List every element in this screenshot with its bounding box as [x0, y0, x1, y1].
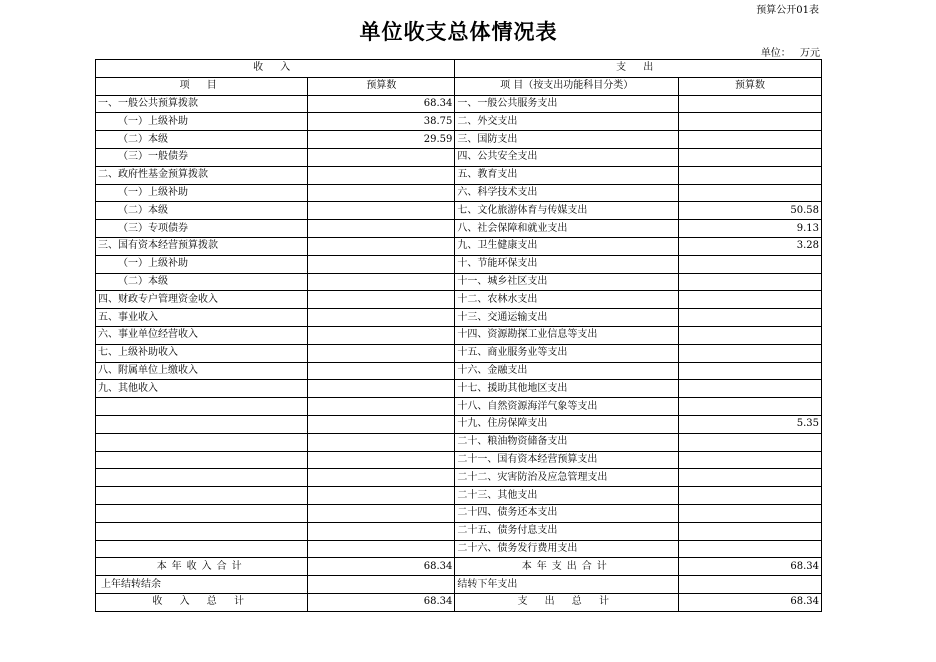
expense-budget-header: 预算数	[679, 77, 822, 95]
income-item-cell: （一）上级补助	[96, 255, 308, 273]
grand-expense-label: 支 出 总 计	[455, 593, 679, 611]
expense-item-cell: 二十六、债务发行费用支出	[455, 540, 679, 558]
table-row	[96, 380, 822, 398]
expense-value-cell	[679, 273, 822, 291]
expense-item-cell: 二十二、灾害防治及应急管理支出	[455, 469, 679, 487]
income-item-cell: （二）本级	[96, 202, 308, 220]
income-value-cell	[308, 451, 455, 469]
expense-value-cell	[679, 380, 822, 398]
expense-total-value: 68.34	[679, 558, 822, 576]
table-row	[96, 95, 822, 113]
income-value-cell	[308, 273, 455, 291]
expense-item-cell: 一、一般公共服务支出	[455, 95, 679, 113]
income-item-cell	[96, 469, 308, 487]
table-row	[96, 255, 822, 273]
table-row	[96, 522, 822, 540]
expense-value-cell	[679, 362, 822, 380]
expense-value-cell: 50.58	[679, 202, 822, 220]
income-value-cell	[308, 309, 455, 327]
page-title: 单位收支总体情况表	[359, 20, 558, 44]
expense-value-cell	[679, 522, 822, 540]
expense-value-cell	[679, 398, 822, 416]
income-item-cell: 五、事业收入	[96, 309, 308, 327]
table-row	[96, 433, 822, 451]
table-row	[96, 291, 822, 309]
expense-value-cell	[679, 309, 822, 327]
income-value-cell	[308, 255, 455, 273]
table-row	[96, 202, 822, 220]
expense-value-cell	[679, 433, 822, 451]
income-value-cell	[308, 540, 455, 558]
income-item-cell: 二、政府性基金预算拨款	[96, 166, 308, 184]
expense-item-cell: 十五、商业服务业等支出	[455, 344, 679, 362]
income-item-cell: 四、财政专户管理资金收入	[96, 291, 308, 309]
income-value-cell	[308, 166, 455, 184]
grand-total-row	[96, 593, 822, 611]
table-row	[96, 166, 822, 184]
grand-income-label: 收 入 总 计	[96, 593, 308, 611]
form-number: 预算公开01表	[756, 5, 819, 16]
table-row	[96, 487, 822, 505]
expense-item-cell: 三、国防支出	[455, 131, 679, 149]
expense-item-cell: 十九、住房保障支出	[455, 415, 679, 433]
expense-item-cell: 七、文化旅游体育与传媒支出	[455, 202, 679, 220]
budget-table	[95, 59, 822, 612]
expense-item-header: 项 目（按支出功能科目分类）	[455, 77, 679, 95]
expense-value-cell	[679, 291, 822, 309]
income-item-cell: 八、附属单位上缴收入	[96, 362, 308, 380]
income-item-cell	[96, 433, 308, 451]
income-item-cell	[96, 522, 308, 540]
expense-value-cell: 9.13	[679, 220, 822, 238]
income-value-cell	[308, 184, 455, 202]
expense-item-cell: 二、外交支出	[455, 113, 679, 131]
expense-total-label: 本年支出合计	[455, 558, 679, 576]
unit-label: 单位： 万元	[760, 48, 820, 59]
income-value-cell: 38.75	[308, 113, 455, 131]
income-item-cell	[96, 415, 308, 433]
expense-item-cell: 二十一、国有资本经营预算支出	[455, 451, 679, 469]
income-value-cell	[308, 237, 455, 255]
income-budget-header: 预算数	[308, 77, 455, 95]
expense-item-cell: 十六、金融支出	[455, 362, 679, 380]
income-item-cell	[96, 540, 308, 558]
table-row	[96, 309, 822, 327]
expense-item-cell: 八、社会保障和就业支出	[455, 220, 679, 238]
expense-item-cell: 十二、农林水支出	[455, 291, 679, 309]
income-item-cell	[96, 504, 308, 522]
expense-item-cell: 四、公共安全支出	[455, 148, 679, 166]
expense-value-cell: 3.28	[679, 237, 822, 255]
expense-value-cell	[679, 166, 822, 184]
income-value-cell	[308, 487, 455, 505]
grand-expense-value: 68.34	[679, 593, 822, 611]
expense-value-cell	[679, 148, 822, 166]
column-header-row	[96, 77, 822, 95]
income-value-cell	[308, 398, 455, 416]
expense-value-cell	[679, 326, 822, 344]
expense-value-cell	[679, 255, 822, 273]
income-item-cell: （二）本级	[96, 131, 308, 149]
annual-total-row	[96, 558, 822, 576]
table-row	[96, 273, 822, 291]
income-value-cell: 29.59	[308, 131, 455, 149]
expense-section-header: 支 出	[455, 60, 822, 78]
income-value-cell	[308, 291, 455, 309]
section-header-row	[96, 60, 822, 78]
table-row	[96, 131, 822, 149]
expense-value-cell	[679, 113, 822, 131]
income-value-cell	[308, 504, 455, 522]
table-row	[96, 237, 822, 255]
income-section-header: 收 入	[96, 60, 455, 78]
income-item-cell: （一）上级补助	[96, 184, 308, 202]
expense-item-cell: 二十三、其他支出	[455, 487, 679, 505]
carryover-out-value	[679, 576, 822, 594]
table-row	[96, 415, 822, 433]
table-row	[96, 504, 822, 522]
expense-item-cell: 九、卫生健康支出	[455, 237, 679, 255]
income-item-cell	[96, 487, 308, 505]
expense-item-cell: 十八、自然资源海洋气象等支出	[455, 398, 679, 416]
income-item-cell	[96, 398, 308, 416]
expense-value-cell	[679, 344, 822, 362]
grand-income-value: 68.34	[308, 593, 455, 611]
table-row	[96, 326, 822, 344]
table-row	[96, 220, 822, 238]
income-value-cell	[308, 522, 455, 540]
expense-item-cell: 十七、援助其他地区支出	[455, 380, 679, 398]
table-row	[96, 540, 822, 558]
expense-value-cell	[679, 504, 822, 522]
table-row	[96, 451, 822, 469]
expense-item-cell: 五、教育支出	[455, 166, 679, 184]
expense-item-cell: 十一、城乡社区支出	[455, 273, 679, 291]
table-row	[96, 344, 822, 362]
income-item-cell: （三）一般债券	[96, 148, 308, 166]
income-total-value: 68.34	[308, 558, 455, 576]
expense-item-cell: 二十四、债务还本支出	[455, 504, 679, 522]
table-row	[96, 469, 822, 487]
income-value-cell	[308, 344, 455, 362]
expense-item-cell: 十三、交通运输支出	[455, 309, 679, 327]
expense-value-cell	[679, 469, 822, 487]
expense-item-cell: 二十五、债务付息支出	[455, 522, 679, 540]
income-item-cell: （二）本级	[96, 273, 308, 291]
carryover-row	[96, 576, 822, 594]
table-row	[96, 113, 822, 131]
expense-item-cell: 十、节能环保支出	[455, 255, 679, 273]
income-total-label: 本年收入合计	[96, 558, 308, 576]
income-item-cell: （一）上级补助	[96, 113, 308, 131]
expense-value-cell	[679, 184, 822, 202]
income-value-cell	[308, 202, 455, 220]
carryover-in-label: 上年结转结余	[96, 576, 308, 594]
table-row	[96, 184, 822, 202]
income-value-cell	[308, 415, 455, 433]
expense-value-cell	[679, 131, 822, 149]
income-value-cell	[308, 433, 455, 451]
income-value-cell	[308, 469, 455, 487]
income-item-cell: 九、其他收入	[96, 380, 308, 398]
table-row	[96, 398, 822, 416]
income-item-header: 项 目	[96, 77, 308, 95]
table-row	[96, 148, 822, 166]
expense-value-cell: 5.35	[679, 415, 822, 433]
carryover-out-label: 结转下年支出	[455, 576, 679, 594]
income-item-cell: （三）专项债券	[96, 220, 308, 238]
carryover-in-value	[308, 576, 455, 594]
expense-item-cell: 六、科学技术支出	[455, 184, 679, 202]
income-value-cell	[308, 220, 455, 238]
income-value-cell	[308, 380, 455, 398]
budget-table-body	[96, 60, 822, 558]
expense-item-cell: 二十、粮油物资储备支出	[455, 433, 679, 451]
income-item-cell: 六、事业单位经营收入	[96, 326, 308, 344]
income-item-cell: 一、一般公共预算拨款	[96, 95, 308, 113]
expense-value-cell	[679, 540, 822, 558]
income-value-cell	[308, 362, 455, 380]
expense-item-cell: 十四、资源勘探工业信息等支出	[455, 326, 679, 344]
income-item-cell	[96, 451, 308, 469]
expense-value-cell	[679, 451, 822, 469]
expense-value-cell	[679, 487, 822, 505]
expense-value-cell	[679, 95, 822, 113]
income-item-cell: 三、国有资本经营预算拨款	[96, 237, 308, 255]
table-row	[96, 362, 822, 380]
income-value-cell	[308, 326, 455, 344]
totals-body	[96, 558, 822, 611]
income-item-cell: 七、上级补助收入	[96, 344, 308, 362]
income-value-cell: 68.34	[308, 95, 455, 113]
income-value-cell	[308, 148, 455, 166]
